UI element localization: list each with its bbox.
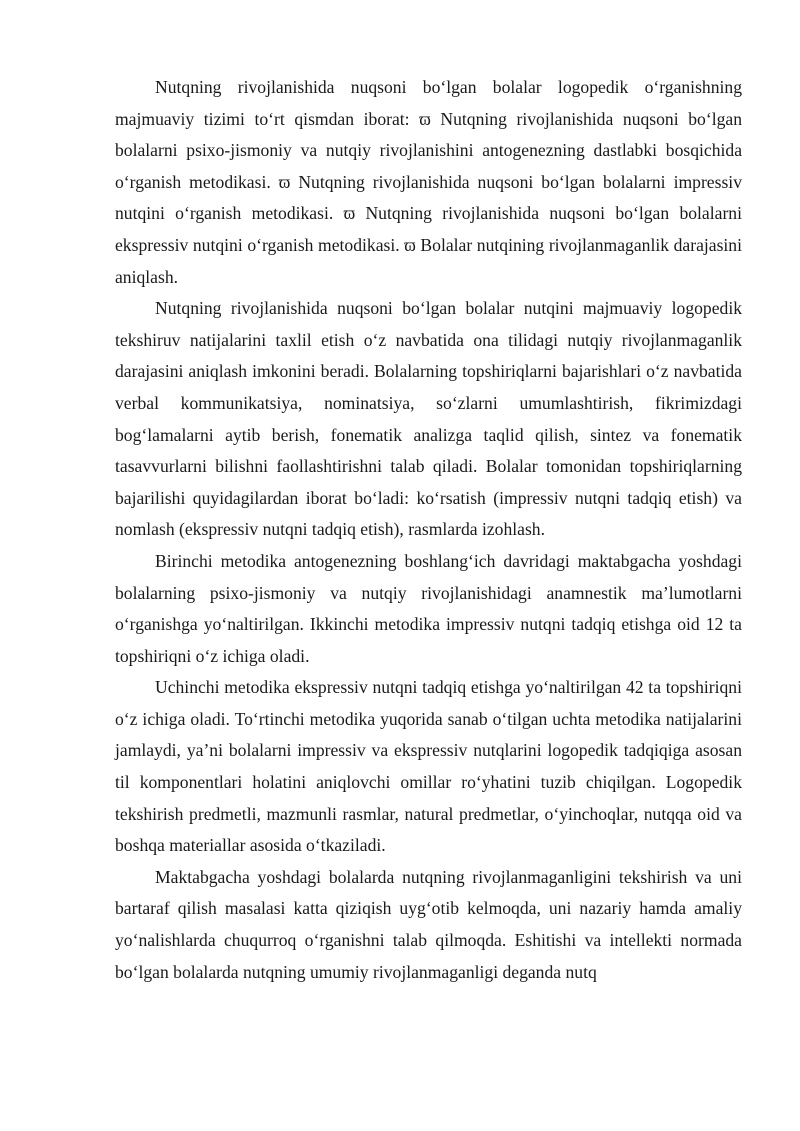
paragraph-4: Uchinchi metodika ekspressiv nutqni tadqiq etishga yo‘naltirilgan 42 ta topshiriqni o‘z ichiga oladi. To‘rtinchi metodika yuqorida sanab o‘tilgan uchta metodika natijalarini jamlaydi, ya’ni bolalarni impressiv va ekspressiv nutqlarini logopedik tadqiqiga asosan til komponentlari holatini aniqlovchi omillar ro‘yhatini tuzib chiqilgan. Logopedik tekshirish predmetli, mazmunli rasmlar, natural predmetlar, o‘yinchoqlar, nutqqa oid va boshqa materiallar asosida o‘tkaziladi.: [115, 677, 742, 856]
document-body: [115, 72, 742, 988]
paragraph-3: Birinchi metodika antogenezning boshlang‘ich davridagi maktabgacha yoshdagi bolalarning psixo-jismoniy va nutqiy rivojlanishidagi anamnestik ma’lumotlarni o‘rganishga yo‘naltirilgan. Ikkinchi metodika impressiv nutqni tadqiq etishga oid 12 ta topshiriqni o‘z ichiga oladi.: [115, 550, 742, 666]
paragraph-2: Nutqning rivojlanishida nuqsoni bo‘lgan bolalar nutqini majmuaviy logopedik tekshiruv natijalarini taxlil etish o‘z navbatida ona tilidagi nutqiy rivojlanmaganlik darajasini aniqlash imkonini beradi. Bolalarning topshiriqlarni bajarishlari o‘z navbatida verbal kommunikatsiya, nominatsiya, so‘zlarni umumlashtirish, fikrimizdagi bog‘lamalarni aytib berish, fonematik analizga taqlid qilish, sintez va fonematik tasavvurlarni bilishni faollashtirishni talab qiladi. Bolalar tomonidan topshiriqlarning bajarilishi quyidagilardan iborat bo‘ladi: ko‘rsatish (impressiv nutqni tadqiq etish) va nomlash (ekspressiv nutqni tadqiq etish), rasmlarda izohlash.: [115, 298, 742, 540]
paragraph-1: Nutqning rivojlanishida nuqsoni bo‘lgan bolalar logopedik o‘rganishning majmuaviy tizimi to‘rt qismdan iborat: ϖ Nutqning rivojlanishida nuqsoni bo‘lgan bolalarni psixo-jismoniy va nutqiy rivojlanishini antogenezning dastlabki bosqichida o‘rganish metodikasi. ϖ Nutqning rivojlanishida nuqsoni bo‘lgan bolalarni impressiv nutqini o‘rganish metodikasi. ϖ Nutqning rivojlanishida nuqsoni bo‘lgan bolalarni ekspressiv nutqini o‘rganish metodikasi. ϖ Bolalar nutqining rivojlanmaganlik darajasini aniqlash.: [115, 77, 742, 287]
paragraph-5: Maktabgacha yoshdagi bolalarda nutqning rivojlanmaganligini tekshirish va uni bartaraf qilish masalasi katta qiziqish uyg‘otib kelmoqda, uni nazariy hamda amaliy yo‘nalishlarda chuqurroq o‘rganishni talab qilmoqda. Eshitishi va intellekti normada bo‘lgan bolalarda nutqning umumiy rivojlanmaganligi deganda nutq: [115, 866, 742, 982]
